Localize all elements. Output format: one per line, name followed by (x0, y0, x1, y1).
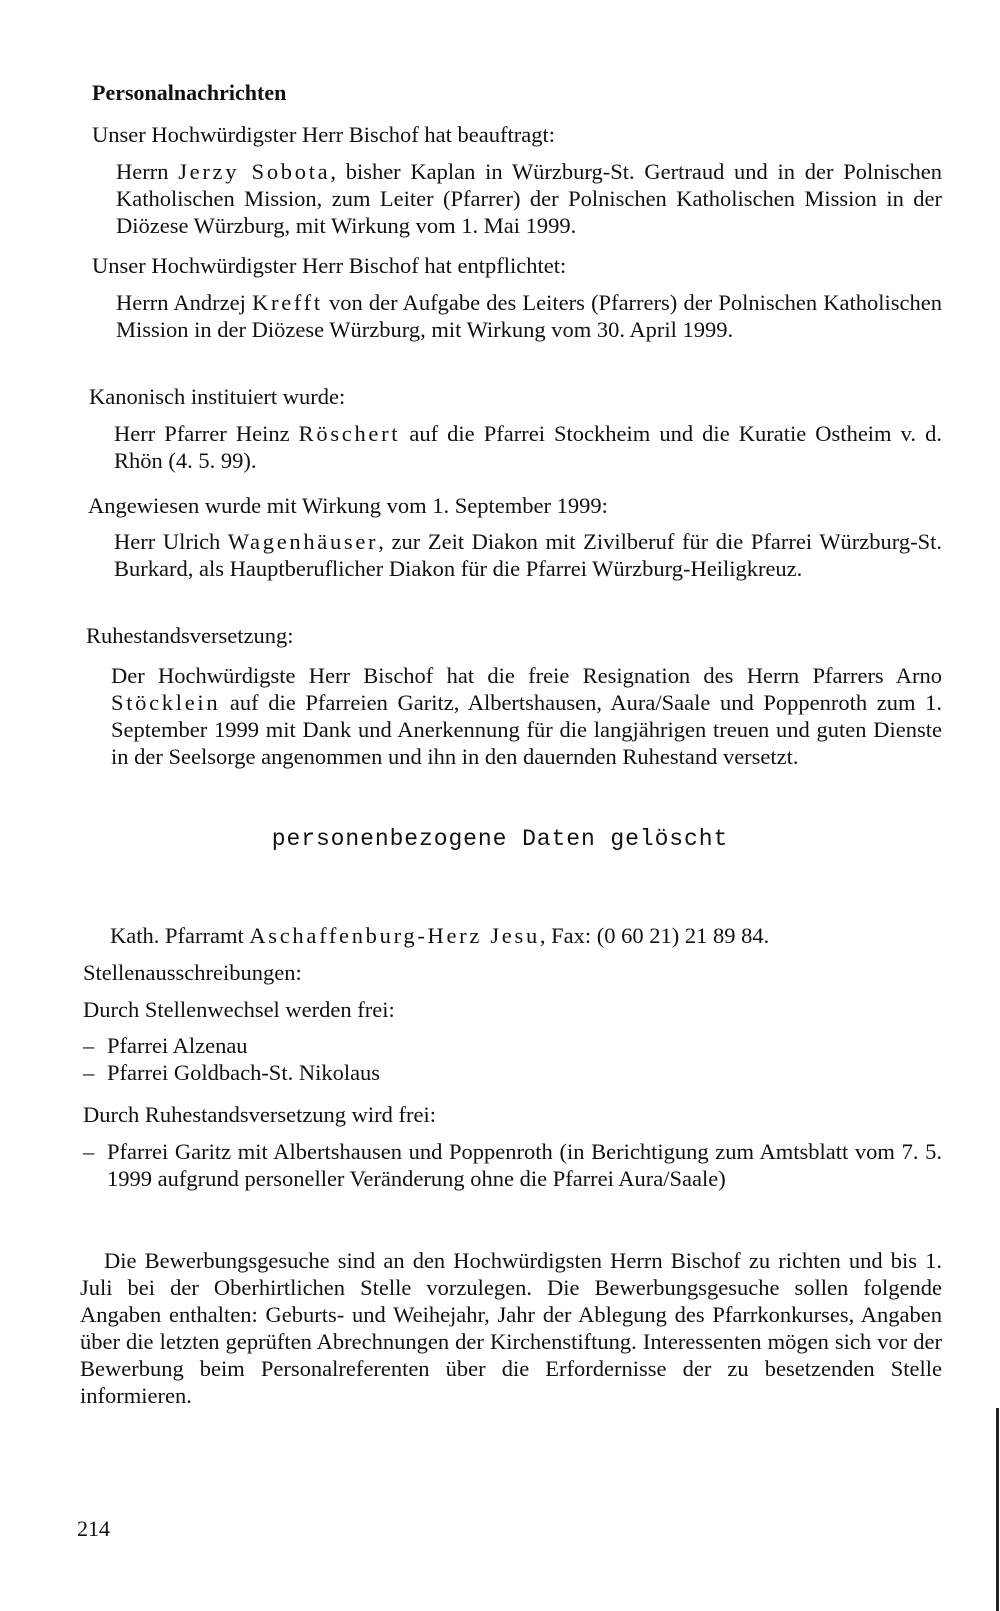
section-intro-angewiesen: Angewiesen wurde mit Wirkung vom 1. September 1999: (88, 493, 608, 518)
entry-beauftragt (116, 158, 942, 239)
entry-text: , zur Zeit Diakon mit Zivilberuf für die Pfarrei Würzburg-St. Burkard, als Hauptberuflicher Diakon für die Pfarrei Würzburg-Heiligkreuz. (114, 529, 943, 581)
list-dash: – (83, 1060, 95, 1085)
list-item (83, 1059, 942, 1086)
parish-name: Aschaffenburg-Herz Jesu (249, 923, 540, 948)
person-name: Krefft (252, 290, 323, 315)
entry-prefix: Herr Ulrich (114, 529, 221, 554)
list-item-text: Pfarrei Garitz mit Albertshausen und Poppenroth (in Berichtigung zum Amtsblatt vom 7. 5. 1999 aufgrund personeller Veränderung ohne die Pfarrei Aura/Saale) (107, 1139, 942, 1191)
person-name: Stöcklein (111, 690, 221, 715)
section-intro-entpflichtet: Unser Hochwürdigster Herr Bischof hat entpflichtet: (92, 253, 567, 278)
vacancies-retirement-list (83, 1138, 942, 1192)
page-heading: Personalnachrichten (92, 80, 287, 105)
scan-edge-line (996, 1408, 999, 1611)
entry-prefix: Herrn (116, 159, 169, 184)
list-item (83, 1032, 942, 1059)
redaction-notice: personenbezogene Daten gelöscht (271, 826, 729, 852)
section-intro-beauftragt: Unser Hochwürdigster Herr Bischof hat beauftragt: (92, 122, 555, 147)
person-name: Jerzy Sobota (178, 159, 331, 184)
entry-text: , bisher Kaplan in Würzburg-St. Gertraud und in der Polnischen Katholischen Mission, zum Leiter (Pfarrer) der Polnischen Katholischen Mission in der Diözese Würzburg, mit Wirkung vom 1. Mai 1999. (116, 159, 942, 238)
vacancies-change-intro: Durch Stellenwechsel werden frei: (83, 997, 395, 1022)
entry-prefix: Herr Pfarrer Heinz (114, 421, 290, 446)
fax-prefix: Kath. Pfarramt (110, 923, 244, 948)
list-item (83, 1138, 942, 1192)
entry-text: von der Aufgabe des Leiters (Pfarrers) der Polnischen Katholischen Mission in der Diözese Würzburg, mit Wirkung vom 30. April 1999. (116, 290, 942, 342)
entry-prefix: Der Hochwürdigste Herr Bischof hat die freie Resignation des Herrn Pfarrers Arno (111, 663, 942, 688)
fax-line (110, 922, 769, 949)
entry-prefix: Herrn Andrzej (116, 290, 246, 315)
fax-number: , Fax: (0 60 21) 21 89 84. (539, 923, 770, 948)
application-paragraph: Die Bewerbungsgesuche sind an den Hochwürdigsten Herrn Bischof zu richten und bis 1. Juli bei der Oberhirtlichen Stelle vorzulegen. Die Bewerbungsgesuche sollen folgende Angaben enthalten: Geburts- und Weihejahr, Jahr der Ablegung des Pfarrkonkurses, Angaben über die letzten geprüften Abrechnungen der Kirchenstiftung. Interessenten mögen sich vor der Bewerbung beim Personalreferenten über die Erfordernisse der zu besetzenden Stelle informieren. (80, 1248, 942, 1408)
entry-ruhestand (111, 662, 942, 770)
list-dash: – (83, 1033, 95, 1058)
section-intro-ruhestand: Ruhestandsversetzung: (86, 623, 294, 648)
vacancies-heading: Stellenausschreibungen: (83, 960, 302, 985)
page-number: 214 (77, 1516, 110, 1541)
entry-entpflichtet (116, 289, 942, 343)
entry-angewiesen (114, 528, 942, 582)
entry-text: auf die Pfarreien Garitz, Albertshausen, Aura/Saale und Poppenroth zum 1. September 1999 mit Dank und Anerkennung für die langjährigen treuen und guten Dienste in der Seelsorge angenommen und ihn in den dauernden Ruhestand versetzt. (111, 690, 942, 769)
list-item-text: Pfarrei Alzenau (107, 1033, 248, 1058)
person-name: Wagenhäuser (227, 529, 379, 554)
vacancies-change-list (83, 1032, 942, 1086)
entry-text: auf die Pfarrei Stockheim und die Kuratie Ostheim v. d. Rhön (4. 5. 99). (114, 421, 943, 473)
section-intro-instituiert: Kanonisch instituiert wurde: (89, 384, 346, 409)
list-item-text: Pfarrei Goldbach-St. Nikolaus (107, 1060, 381, 1085)
list-dash: – (83, 1139, 95, 1164)
entry-instituiert (114, 420, 942, 474)
vacancies-retirement-intro: Durch Ruhestandsversetzung wird frei: (83, 1102, 437, 1127)
person-name: Röschert (298, 421, 401, 446)
